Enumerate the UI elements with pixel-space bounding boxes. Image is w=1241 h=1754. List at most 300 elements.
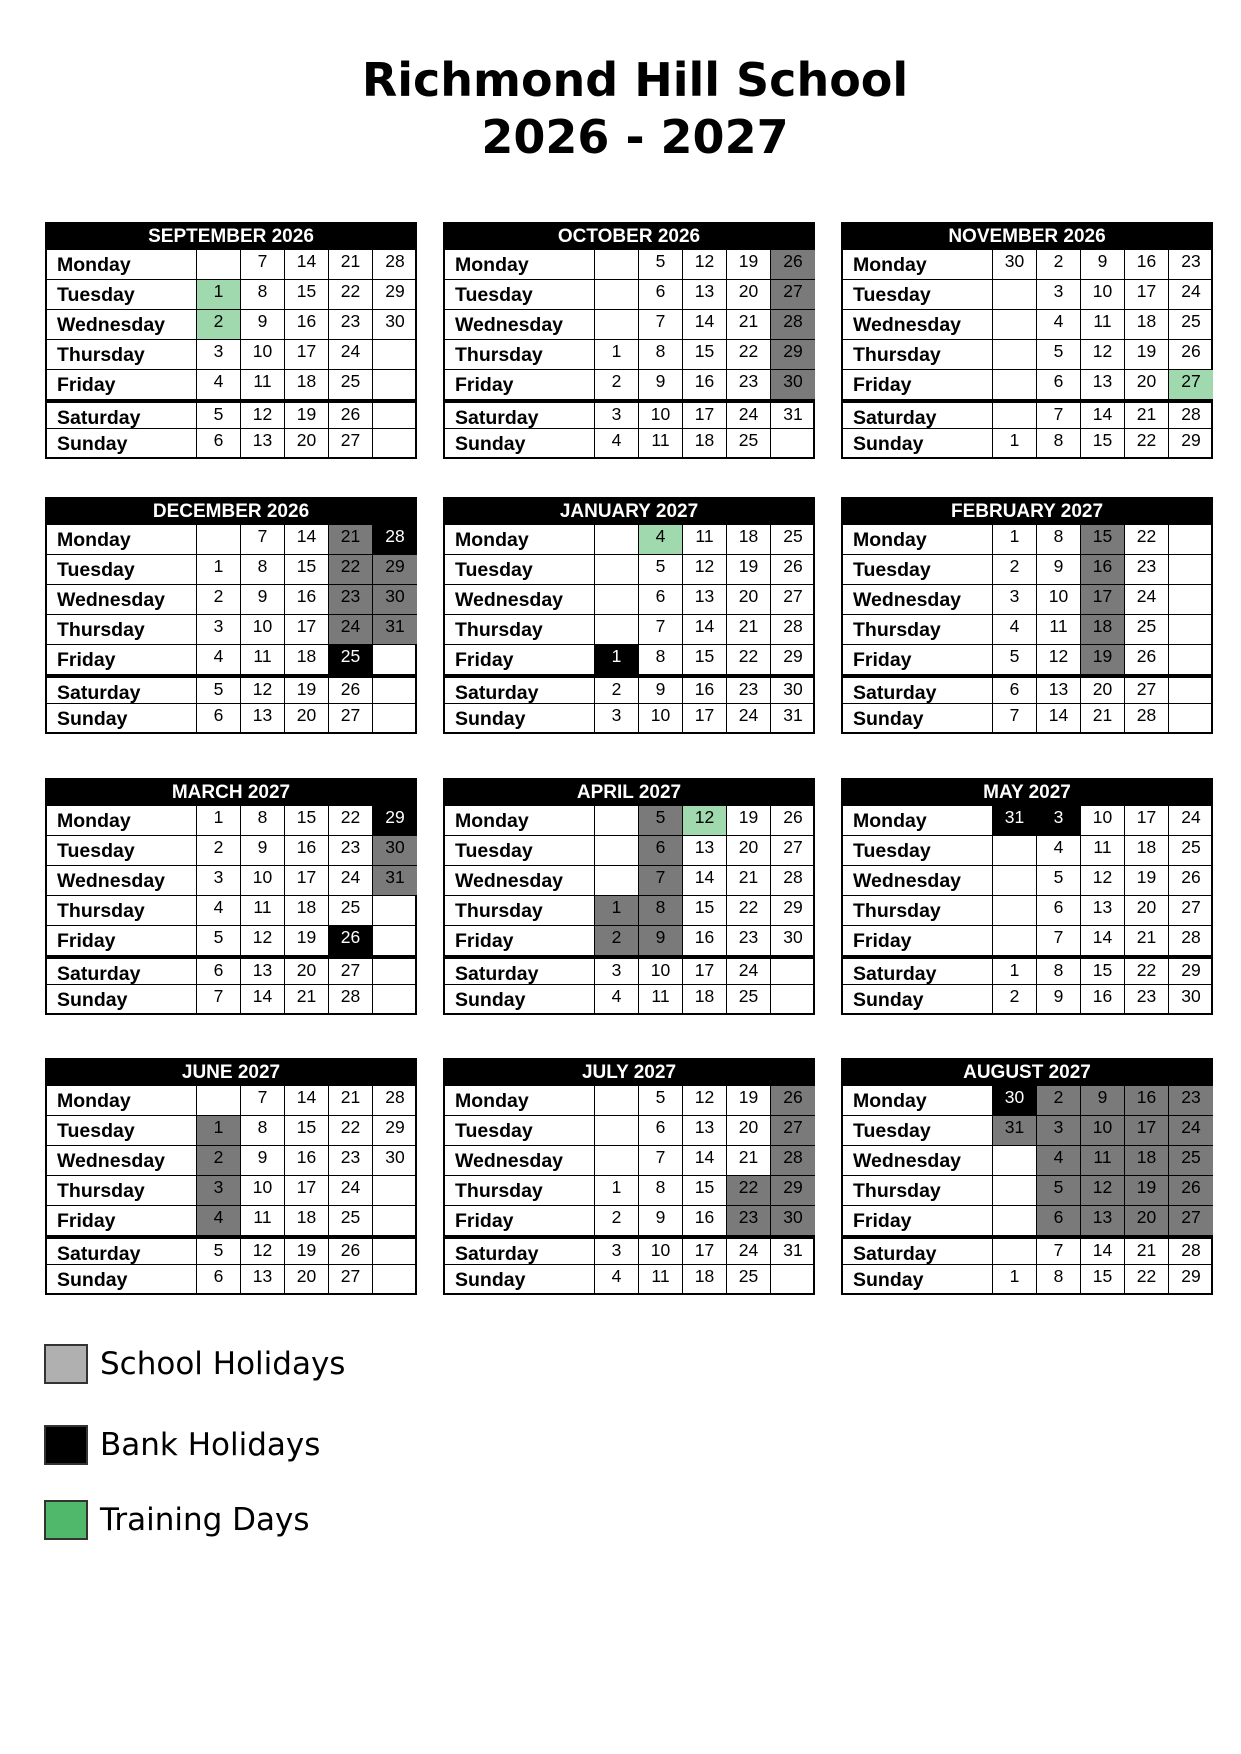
date-cell-school: 4 bbox=[197, 1206, 241, 1235]
date-cell: 10 bbox=[1081, 280, 1125, 309]
day-label: Friday bbox=[47, 926, 197, 955]
date-cell: 23 bbox=[329, 836, 373, 865]
date-cell-bank: 28 bbox=[373, 525, 417, 554]
date-cell: 27 bbox=[329, 959, 373, 984]
date-cell: 15 bbox=[683, 645, 727, 674]
date-cell: 17 bbox=[1125, 280, 1169, 309]
date-cell: 8 bbox=[1037, 525, 1081, 554]
date-cell: 20 bbox=[285, 1265, 329, 1293]
date-cell: 7 bbox=[241, 1086, 285, 1115]
date-cell-school: 26 bbox=[771, 250, 815, 279]
date-cell-bank: 29 bbox=[373, 806, 417, 835]
date-cell: 19 bbox=[727, 1086, 771, 1115]
day-label: Sunday bbox=[47, 429, 197, 457]
date-cell: 6 bbox=[1037, 896, 1081, 925]
date-cell: 29 bbox=[385, 1117, 405, 1137]
date-cell: 25 bbox=[1181, 311, 1201, 331]
day-label: Tuesday bbox=[47, 555, 197, 584]
date-cell-school: 15 bbox=[1081, 525, 1125, 554]
date-cell-school: 2 bbox=[595, 926, 639, 955]
empty-cell bbox=[993, 866, 1037, 895]
date-cell: 23 bbox=[1125, 555, 1169, 584]
week-row bbox=[843, 835, 1211, 865]
date-cell: 25 bbox=[727, 985, 771, 1013]
day-label: Thursday bbox=[47, 896, 197, 925]
day-label: Monday bbox=[445, 250, 595, 279]
day-label: Monday bbox=[445, 525, 595, 554]
month-header: APRIL 2027 bbox=[445, 780, 813, 805]
date-cell: 26 bbox=[329, 678, 373, 703]
week-row bbox=[445, 584, 813, 614]
date-cell-school: 30 bbox=[373, 836, 417, 865]
day-label: Thursday bbox=[445, 615, 595, 644]
day-label: Sunday bbox=[445, 985, 595, 1013]
date-cell-school: 10 bbox=[1081, 1116, 1125, 1145]
date-cell: 7 bbox=[241, 250, 285, 279]
empty-cell bbox=[993, 896, 1037, 925]
date-cell-school: 5 bbox=[1037, 1176, 1081, 1205]
empty-cell bbox=[373, 896, 417, 925]
date-cell: 12 bbox=[241, 1239, 285, 1264]
date-cell: 21 bbox=[727, 866, 771, 895]
month-march-2027 bbox=[45, 778, 417, 1015]
empty-cell bbox=[993, 403, 1037, 428]
week-row bbox=[843, 428, 1211, 457]
empty-cell bbox=[373, 370, 417, 399]
date-cell: 20 bbox=[285, 959, 329, 984]
week-row bbox=[843, 1235, 1211, 1264]
date-cell: 17 bbox=[1125, 806, 1169, 835]
date-cell-school: 23 bbox=[727, 1206, 771, 1235]
date-cell: 20 bbox=[285, 704, 329, 732]
date-cell: 19 bbox=[285, 678, 329, 703]
date-cell: 25 bbox=[727, 1265, 771, 1293]
date-cell: 13 bbox=[241, 429, 285, 457]
date-cell: 24 bbox=[727, 403, 771, 428]
day-label: Thursday bbox=[445, 1176, 595, 1205]
week-row bbox=[843, 309, 1211, 339]
date-cell: 12 bbox=[1081, 866, 1125, 895]
week-row bbox=[445, 955, 813, 984]
date-cell: 1 bbox=[595, 1176, 639, 1205]
week-row bbox=[445, 524, 813, 554]
month-header: NOVEMBER 2026 bbox=[843, 224, 1211, 249]
week-row bbox=[445, 805, 813, 835]
date-cell-school: 24 bbox=[329, 615, 373, 644]
week-row bbox=[47, 339, 415, 369]
week-row bbox=[843, 554, 1211, 584]
empty-cell bbox=[993, 1239, 1037, 1264]
date-cell: 14 bbox=[683, 866, 727, 895]
date-cell: 20 bbox=[1125, 896, 1169, 925]
week-row bbox=[47, 644, 415, 674]
date-cell: 16 bbox=[285, 1146, 329, 1175]
week-row bbox=[47, 1235, 415, 1264]
date-cell: 26 bbox=[783, 807, 803, 827]
week-row bbox=[445, 644, 813, 674]
date-cell: 27 bbox=[329, 704, 373, 732]
week-row bbox=[445, 1235, 813, 1264]
day-label: Thursday bbox=[47, 340, 197, 369]
empty-cell bbox=[373, 985, 417, 1013]
date-cell: 11 bbox=[639, 1265, 683, 1293]
date-cell: 28 bbox=[783, 616, 803, 636]
date-cell: 11 bbox=[241, 370, 285, 399]
date-cell: 13 bbox=[1037, 678, 1081, 703]
date-cell: 26 bbox=[329, 1239, 373, 1264]
day-label: Monday bbox=[47, 806, 197, 835]
week-row bbox=[47, 399, 415, 428]
week-row bbox=[47, 249, 415, 279]
date-cell-school: 27 bbox=[771, 280, 815, 309]
date-cell: 30 bbox=[385, 1147, 405, 1167]
date-cell: 7 bbox=[197, 985, 241, 1013]
date-cell-training: 1 bbox=[197, 280, 241, 309]
week-row bbox=[47, 1085, 415, 1115]
empty-cell bbox=[197, 1086, 241, 1115]
legend-school-holidays-swatch bbox=[44, 1344, 88, 1384]
date-cell-bank: 30 bbox=[993, 1086, 1037, 1115]
week-row bbox=[843, 895, 1211, 925]
empty-cell bbox=[1169, 645, 1213, 674]
empty-cell bbox=[1169, 615, 1213, 644]
date-cell: 9 bbox=[1037, 555, 1081, 584]
date-cell: 29 bbox=[1181, 1266, 1201, 1286]
date-cell: 12 bbox=[241, 926, 285, 955]
week-row bbox=[47, 1205, 415, 1235]
date-cell-school: 29 bbox=[771, 1176, 815, 1205]
day-label: Saturday bbox=[445, 1239, 595, 1264]
date-cell: 14 bbox=[683, 615, 727, 644]
date-cell: 24 bbox=[1125, 585, 1169, 614]
month-april-2027 bbox=[443, 778, 815, 1015]
date-cell: 2 bbox=[595, 678, 639, 703]
date-cell-school: 27 bbox=[771, 1116, 815, 1145]
date-cell: 3 bbox=[197, 340, 241, 369]
empty-cell bbox=[595, 310, 639, 339]
empty-cell bbox=[993, 370, 1037, 399]
week-row bbox=[445, 249, 813, 279]
date-cell: 25 bbox=[329, 1206, 373, 1235]
day-label: Saturday bbox=[843, 959, 993, 984]
empty-cell bbox=[373, 1206, 417, 1235]
empty-cell bbox=[771, 959, 815, 984]
date-cell: 14 bbox=[1081, 403, 1125, 428]
date-cell: 29 bbox=[1181, 960, 1201, 980]
date-cell-school: 30 bbox=[373, 585, 417, 614]
date-cell: 10 bbox=[241, 615, 285, 644]
date-cell: 26 bbox=[1125, 645, 1169, 674]
day-label: Wednesday bbox=[445, 585, 595, 614]
date-cell: 25 bbox=[329, 370, 373, 399]
date-cell: 13 bbox=[241, 959, 285, 984]
date-cell: 13 bbox=[241, 1265, 285, 1293]
date-cell-school: 22 bbox=[727, 1176, 771, 1205]
date-cell: 1 bbox=[993, 429, 1037, 457]
date-cell-school: 16 bbox=[1081, 555, 1125, 584]
week-row bbox=[843, 1085, 1211, 1115]
week-row bbox=[843, 1264, 1211, 1293]
month-december-2026 bbox=[45, 497, 417, 734]
date-cell-school: 2 bbox=[1037, 1086, 1081, 1115]
day-label: Saturday bbox=[445, 403, 595, 428]
date-cell: 24 bbox=[329, 1176, 373, 1205]
day-label: Wednesday bbox=[843, 1146, 993, 1175]
date-cell-school: 20 bbox=[1125, 1206, 1169, 1235]
week-row bbox=[445, 1085, 813, 1115]
date-cell: 7 bbox=[241, 525, 285, 554]
date-cell-school: 13 bbox=[1081, 1206, 1125, 1235]
month-header: AUGUST 2027 bbox=[843, 1060, 1211, 1085]
date-cell-school: 8 bbox=[639, 896, 683, 925]
date-cell: 12 bbox=[241, 403, 285, 428]
empty-cell bbox=[373, 1239, 417, 1264]
date-cell-bank: 26 bbox=[329, 926, 373, 955]
empty-cell bbox=[373, 926, 417, 955]
date-cell: 11 bbox=[1081, 310, 1125, 339]
week-row bbox=[445, 554, 813, 584]
week-row bbox=[47, 524, 415, 554]
date-cell: 16 bbox=[683, 678, 727, 703]
date-cell: 19 bbox=[727, 806, 771, 835]
date-cell: 1 bbox=[595, 340, 639, 369]
week-row bbox=[445, 674, 813, 703]
day-label: Saturday bbox=[47, 1239, 197, 1264]
empty-cell bbox=[771, 985, 815, 1013]
date-cell: 10 bbox=[1037, 585, 1081, 614]
date-cell: 10 bbox=[241, 1176, 285, 1205]
date-cell: 28 bbox=[1125, 704, 1169, 732]
date-cell-school: 29 bbox=[373, 555, 417, 584]
date-cell: 6 bbox=[197, 1265, 241, 1293]
day-label: Thursday bbox=[843, 615, 993, 644]
date-cell: 7 bbox=[639, 310, 683, 339]
date-cell: 3 bbox=[1037, 280, 1081, 309]
day-label: Monday bbox=[843, 1086, 993, 1115]
date-cell-school: 6 bbox=[1037, 1206, 1081, 1235]
day-label: Friday bbox=[445, 1206, 595, 1235]
day-label: Tuesday bbox=[843, 1116, 993, 1145]
week-row bbox=[843, 1205, 1211, 1235]
day-label: Saturday bbox=[47, 403, 197, 428]
date-cell: 13 bbox=[1081, 370, 1125, 399]
date-cell: 15 bbox=[683, 340, 727, 369]
date-cell: 20 bbox=[727, 836, 771, 865]
day-label: Wednesday bbox=[47, 585, 197, 614]
date-cell: 21 bbox=[1081, 704, 1125, 732]
date-cell: 7 bbox=[1037, 403, 1081, 428]
date-cell: 8 bbox=[241, 555, 285, 584]
legend-training-days-swatch bbox=[44, 1500, 88, 1540]
week-row bbox=[445, 399, 813, 428]
empty-cell bbox=[595, 525, 639, 554]
week-row bbox=[445, 614, 813, 644]
date-cell: 8 bbox=[1037, 429, 1081, 457]
date-cell-school: 31 bbox=[373, 615, 417, 644]
week-row bbox=[843, 955, 1211, 984]
date-cell-school: 11 bbox=[1081, 1146, 1125, 1175]
day-label: Thursday bbox=[47, 615, 197, 644]
date-cell: 9 bbox=[639, 1206, 683, 1235]
empty-cell bbox=[1169, 555, 1213, 584]
date-cell: 11 bbox=[1037, 615, 1081, 644]
date-cell: 20 bbox=[727, 585, 771, 614]
day-label: Friday bbox=[843, 645, 993, 674]
date-cell: 5 bbox=[197, 1239, 241, 1264]
date-cell: 8 bbox=[1037, 959, 1081, 984]
date-cell: 14 bbox=[1081, 926, 1125, 955]
date-cell: 27 bbox=[783, 586, 803, 606]
date-cell: 21 bbox=[285, 985, 329, 1013]
date-cell: 29 bbox=[1181, 430, 1201, 450]
day-label: Friday bbox=[843, 1206, 993, 1235]
month-august-2027 bbox=[841, 1058, 1213, 1295]
date-cell-school: 18 bbox=[1125, 1146, 1169, 1175]
date-cell: 21 bbox=[329, 250, 373, 279]
week-row bbox=[445, 1264, 813, 1293]
date-cell-school: 27 bbox=[1169, 1206, 1213, 1235]
empty-cell bbox=[993, 926, 1037, 955]
week-row bbox=[843, 524, 1211, 554]
day-label: Wednesday bbox=[445, 866, 595, 895]
week-row bbox=[445, 984, 813, 1013]
date-cell: 24 bbox=[329, 340, 373, 369]
day-label: Tuesday bbox=[445, 1116, 595, 1145]
date-cell-school: 21 bbox=[329, 525, 373, 554]
date-cell-school: 17 bbox=[1125, 1116, 1169, 1145]
date-cell-school: 23 bbox=[1169, 1086, 1213, 1115]
date-cell: 4 bbox=[595, 429, 639, 457]
date-cell: 19 bbox=[727, 555, 771, 584]
day-label: Saturday bbox=[47, 959, 197, 984]
day-label: Sunday bbox=[47, 704, 197, 732]
date-cell: 11 bbox=[241, 896, 285, 925]
date-cell: 16 bbox=[285, 585, 329, 614]
week-row bbox=[445, 1205, 813, 1235]
week-row bbox=[445, 1145, 813, 1175]
date-cell: 23 bbox=[329, 1146, 373, 1175]
date-cell: 7 bbox=[1037, 926, 1081, 955]
day-label: Monday bbox=[445, 806, 595, 835]
day-label: Wednesday bbox=[47, 866, 197, 895]
date-cell-bank: 25 bbox=[329, 645, 373, 674]
date-cell: 3 bbox=[595, 1239, 639, 1264]
empty-cell bbox=[373, 1176, 417, 1205]
week-row bbox=[47, 1175, 415, 1205]
week-row bbox=[47, 1145, 415, 1175]
day-label: Monday bbox=[843, 525, 993, 554]
date-cell: 13 bbox=[683, 836, 727, 865]
date-cell: 23 bbox=[1181, 251, 1201, 271]
day-label: Tuesday bbox=[47, 836, 197, 865]
date-cell: 5 bbox=[197, 678, 241, 703]
month-february-2027 bbox=[841, 497, 1213, 734]
date-cell: 17 bbox=[683, 704, 727, 732]
date-cell: 30 bbox=[783, 927, 803, 947]
day-label: Wednesday bbox=[843, 866, 993, 895]
date-cell-school: 26 bbox=[1169, 1176, 1213, 1205]
date-cell: 14 bbox=[285, 1086, 329, 1115]
date-cell: 14 bbox=[683, 310, 727, 339]
day-label: Saturday bbox=[843, 678, 993, 703]
date-cell: 17 bbox=[683, 959, 727, 984]
empty-cell bbox=[993, 310, 1037, 339]
day-label: Sunday bbox=[843, 1265, 993, 1293]
date-cell: 4 bbox=[595, 1265, 639, 1293]
date-cell: 20 bbox=[285, 429, 329, 457]
date-cell: 16 bbox=[683, 1206, 727, 1235]
date-cell: 17 bbox=[285, 615, 329, 644]
date-cell: 25 bbox=[1181, 837, 1201, 857]
empty-cell bbox=[595, 280, 639, 309]
date-cell: 12 bbox=[1037, 645, 1081, 674]
empty-cell bbox=[373, 1265, 417, 1293]
week-row bbox=[47, 835, 415, 865]
month-header: MAY 2027 bbox=[843, 780, 1211, 805]
date-cell: 28 bbox=[329, 985, 373, 1013]
day-label: Friday bbox=[47, 645, 197, 674]
date-cell: 25 bbox=[1125, 615, 1169, 644]
date-cell: 11 bbox=[639, 429, 683, 457]
date-cell: 13 bbox=[683, 280, 727, 309]
date-cell: 26 bbox=[329, 403, 373, 428]
date-cell: 10 bbox=[639, 959, 683, 984]
date-cell: 28 bbox=[1181, 1240, 1201, 1260]
date-cell: 19 bbox=[285, 926, 329, 955]
day-label: Friday bbox=[843, 370, 993, 399]
legend-training-days bbox=[44, 1500, 310, 1540]
empty-cell bbox=[993, 1176, 1037, 1205]
date-cell: 18 bbox=[1125, 836, 1169, 865]
month-november-2026 bbox=[841, 222, 1213, 459]
week-row bbox=[47, 805, 415, 835]
empty-cell bbox=[993, 1146, 1037, 1175]
week-row bbox=[843, 1175, 1211, 1205]
day-label: Saturday bbox=[445, 678, 595, 703]
date-cell: 6 bbox=[639, 1116, 683, 1145]
empty-cell bbox=[595, 615, 639, 644]
day-label: Sunday bbox=[445, 1265, 595, 1293]
date-cell-school: 17 bbox=[1081, 585, 1125, 614]
date-cell: 18 bbox=[1125, 310, 1169, 339]
date-cell: 23 bbox=[727, 370, 771, 399]
date-cell: 24 bbox=[727, 704, 771, 732]
date-cell: 7 bbox=[1037, 1239, 1081, 1264]
date-cell: 25 bbox=[727, 429, 771, 457]
date-cell: 26 bbox=[1181, 867, 1201, 887]
date-cell-school: 22 bbox=[329, 555, 373, 584]
day-label: Friday bbox=[47, 1206, 197, 1235]
day-label: Monday bbox=[47, 525, 197, 554]
date-cell: 20 bbox=[1081, 678, 1125, 703]
date-cell: 1 bbox=[993, 525, 1037, 554]
week-row bbox=[843, 644, 1211, 674]
day-label: Sunday bbox=[445, 429, 595, 457]
date-cell: 18 bbox=[285, 896, 329, 925]
date-cell: 9 bbox=[639, 678, 683, 703]
date-cell: 7 bbox=[993, 704, 1037, 732]
date-cell: 24 bbox=[727, 1239, 771, 1264]
date-cell: 20 bbox=[727, 280, 771, 309]
date-cell-school: 25 bbox=[1169, 1146, 1213, 1175]
legend-bank-holidays-label: Bank Holidays bbox=[100, 1427, 321, 1463]
date-cell: 13 bbox=[1081, 896, 1125, 925]
date-cell: 5 bbox=[639, 555, 683, 584]
date-cell: 11 bbox=[683, 525, 727, 554]
date-cell: 18 bbox=[683, 985, 727, 1013]
date-cell: 10 bbox=[1081, 806, 1125, 835]
empty-cell bbox=[373, 678, 417, 703]
